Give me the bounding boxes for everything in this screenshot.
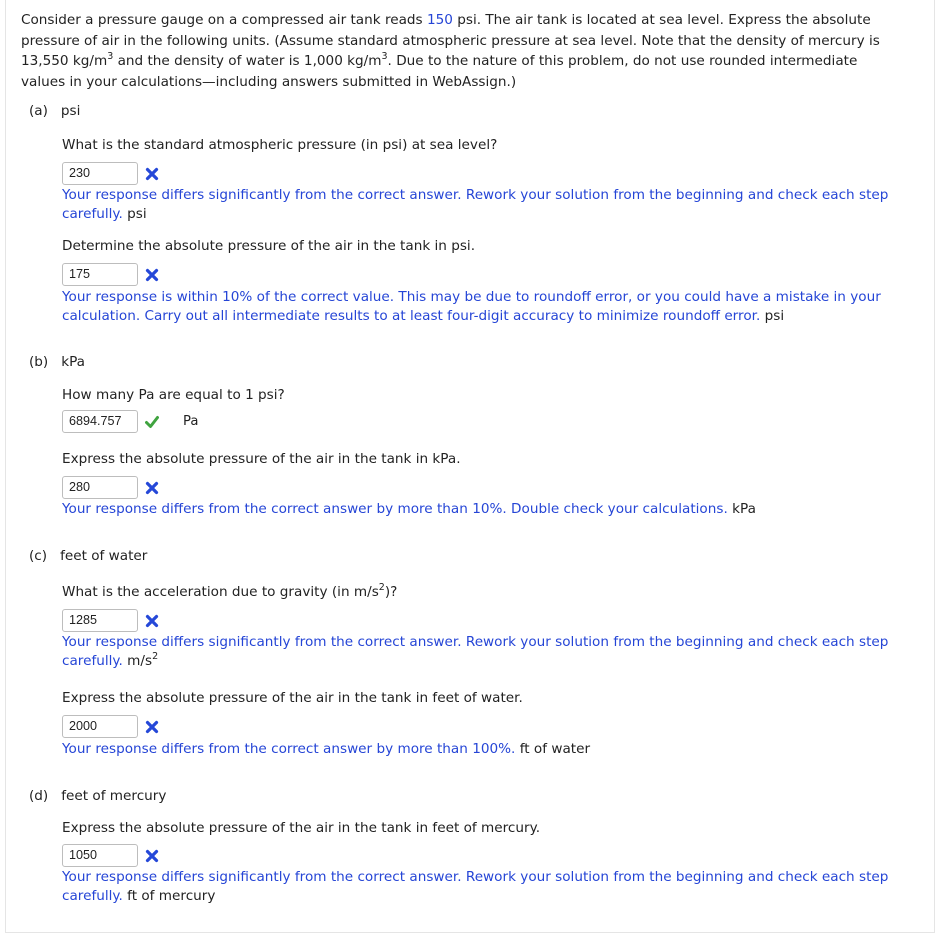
answer-input[interactable]: 230 [62, 162, 138, 185]
feedback-message: Your response differs significantly from the correct answer. Rework your solution from the beginning and check each step carefully. [62, 869, 889, 904]
unit-label: ft of mercury [127, 888, 216, 904]
answer-input[interactable]: 175 [62, 263, 138, 286]
x-mark-icon [145, 167, 159, 181]
part-a-question-1: What is the standard atmospheric pressure (in psi) at sea level? [62, 137, 498, 153]
part-label: (b) [29, 354, 49, 370]
x-mark-icon [145, 268, 159, 282]
unit-label [127, 653, 158, 669]
part-label: (c) [29, 548, 48, 564]
part-c-answer-row-1 [62, 608, 159, 633]
x-mark-icon [145, 481, 159, 495]
x-mark-icon [145, 849, 159, 863]
part-c-header [29, 548, 147, 564]
question-text: )? [384, 584, 398, 600]
question-text: What is the acceleration due to gravity (in m/s [62, 584, 379, 600]
part-b-question-1: How many Pa are equal to 1 psi? [62, 387, 285, 403]
exponent: 2 [152, 651, 159, 662]
feedback-message: Your response differs from the correct answer by more than 100%. [62, 741, 516, 757]
part-b-feedback-2 [62, 500, 902, 519]
answer-input[interactable]: 1285 [62, 609, 138, 632]
intro-text: psi. The air tank is located at sea level. Express the absolute pressure of air in the following units. (Assume standard atmospheric pressure at sea level. Note that the density of mercury is 13,550 kg/m [21, 12, 880, 69]
answer-input[interactable]: 2000 [62, 715, 138, 738]
part-title: feet of mercury [61, 788, 167, 804]
part-title: kPa [61, 354, 86, 370]
answer-input[interactable]: 6894.757 [62, 410, 138, 433]
part-label: (d) [29, 788, 49, 804]
part-label: (a) [29, 103, 48, 119]
part-d-answer-row-1 [62, 843, 159, 868]
intro-text: . Due to the nature of this problem, do not use rounded intermediate values in your calculations—including answers submitted in WebAssign.) [21, 53, 858, 90]
check-mark-icon [145, 415, 159, 429]
answer-input[interactable]: 1050 [62, 844, 138, 867]
feedback-message: Your response is within 10% of the correct value. This may be due to roundoff error, or you could have a mistake in your calculation. Carry out all intermediate results to at least four-digit accuracy to minimize roundoff error. [62, 289, 881, 324]
exponent: 3 [381, 51, 388, 62]
part-d-feedback-1 [62, 868, 902, 906]
part-c-feedback-1 [62, 633, 902, 671]
part-b-header [29, 354, 85, 370]
part-a-feedback-1 [62, 186, 902, 224]
intro-text: and the density of water is 1,000 kg/m [113, 53, 382, 69]
part-a-feedback-2 [62, 288, 902, 326]
answer-input[interactable]: 280 [62, 476, 138, 499]
gauge-reading-value: 150 [426, 12, 453, 28]
exponent: 3 [107, 51, 114, 62]
part-c-answer-row-2 [62, 714, 159, 739]
feedback-message: Your response differs significantly from the correct answer. Rework your solution from the beginning and check each step carefully. [62, 634, 889, 669]
part-title: psi [60, 103, 81, 119]
exponent: 2 [378, 582, 385, 593]
part-c-question-1 [62, 584, 397, 600]
part-b-answer-row-2 [62, 475, 159, 500]
part-c-question-2: Express the absolute pressure of the air in the tank in feet of water. [62, 690, 523, 706]
part-a-answer-row-1 [62, 161, 159, 186]
part-b-answer-row-1 [62, 409, 198, 434]
unit-label: ft of water [519, 741, 591, 757]
part-d-header [29, 788, 166, 804]
feedback-message: Your response differs from the correct answer by more than 10%. Double check your calculations. [62, 501, 728, 517]
part-a-answer-row-2 [62, 262, 159, 287]
unit-label: kPa [732, 501, 756, 517]
unit-text: m/s [127, 653, 153, 669]
unit-label: Pa [183, 414, 199, 429]
x-mark-icon [145, 720, 159, 734]
unit-label: psi [127, 206, 147, 222]
part-d-question-1: Express the absolute pressure of the air in the tank in feet of mercury. [62, 820, 541, 836]
part-a-header [29, 103, 80, 119]
question-intro [21, 10, 901, 92]
intro-text: Consider a pressure gauge on a compressed air tank reads [21, 12, 427, 28]
feedback-message: Your response differs significantly from the correct answer. Rework your solution from the beginning and check each step carefully. [62, 187, 889, 222]
unit-label: psi [764, 308, 785, 324]
part-a-question-2: Determine the absolute pressure of the air in the tank in psi. [62, 238, 476, 254]
part-title: feet of water [60, 548, 148, 564]
part-b-question-2: Express the absolute pressure of the air in the tank in kPa. [62, 451, 461, 467]
x-mark-icon [145, 614, 159, 628]
part-c-feedback-2 [62, 740, 902, 759]
